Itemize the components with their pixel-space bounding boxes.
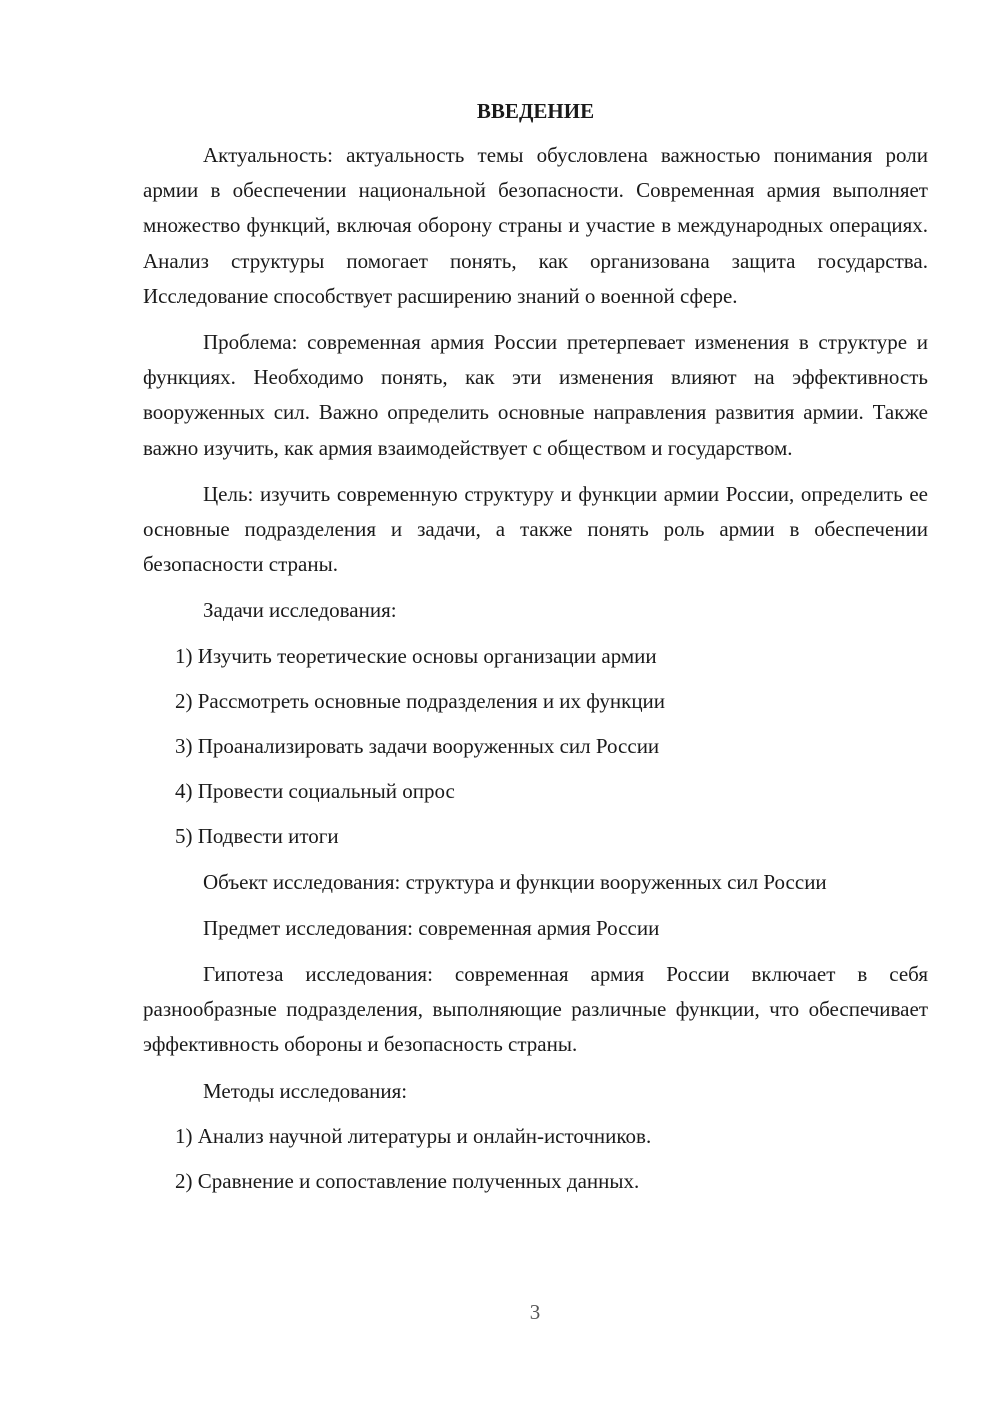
- methods-list: [143, 1119, 928, 1199]
- page-content: [143, 96, 928, 1209]
- paragraph-tasks-heading: Задачи исследования:: [203, 598, 397, 623]
- paragraph-methods-heading: Методы исследования:: [203, 1078, 408, 1103]
- list-item: 5) Подвести итоги: [175, 824, 339, 849]
- paragraph-problem: Проблема: современная армия России претерпевает изменения в структуре и функциях. Необходимо понять, как эти изменения влияют на эффективность вооруженных сил. Важно определить основные направления развития армии. Также важно изучить, как армия взаимодействует с обществом и государством.: [143, 330, 928, 460]
- page-number: 3: [529, 1300, 541, 1324]
- paragraph-goal: Цель: изучить современную структуру и функции армии России, определить ее основные подразделения и задачи, а также понять роль армии в обеспечении безопасности страны.: [143, 481, 928, 577]
- list-item: 2) Сравнение и сопоставление полученных данных.: [175, 1169, 640, 1194]
- list-item: 1) Анализ научной литературы и онлайн-источников.: [175, 1123, 652, 1148]
- list-item: 2) Рассмотреть основные подразделения и их функции: [175, 688, 666, 713]
- list-item: 1) Изучить теоретические основы организации армии: [175, 643, 657, 668]
- list-item: 3) Проанализировать задачи вооруженных сил России: [175, 734, 660, 759]
- tasks-list: [143, 639, 928, 855]
- list-item: 4) Провести социальный опрос: [175, 779, 455, 804]
- paragraph-object: Объект исследования: структура и функции вооруженных сил России: [203, 869, 827, 894]
- paragraph-relevance: Актуальность: актуальность темы обусловлена важностью понимания роли армии в обеспечении национальной безопасности. Современная армия выполняет множество функций, включая оборону страны и участие в международных операциях. Анализ структуры помогает понять, как организована защита государства. Исследование способствует расширению знаний о военной сфере.: [143, 143, 928, 308]
- paragraph-hypothesis: Гипотеза исследования: современная армия России включает в себя разнообразные подразделения, выполняющие различные функции, что обеспечивает эффективность обороны и безопасность страны.: [143, 962, 928, 1057]
- section-title: ВВЕДЕНИЕ: [476, 99, 595, 123]
- paragraph-subject: Предмет исследования: современная армия России: [203, 915, 660, 940]
